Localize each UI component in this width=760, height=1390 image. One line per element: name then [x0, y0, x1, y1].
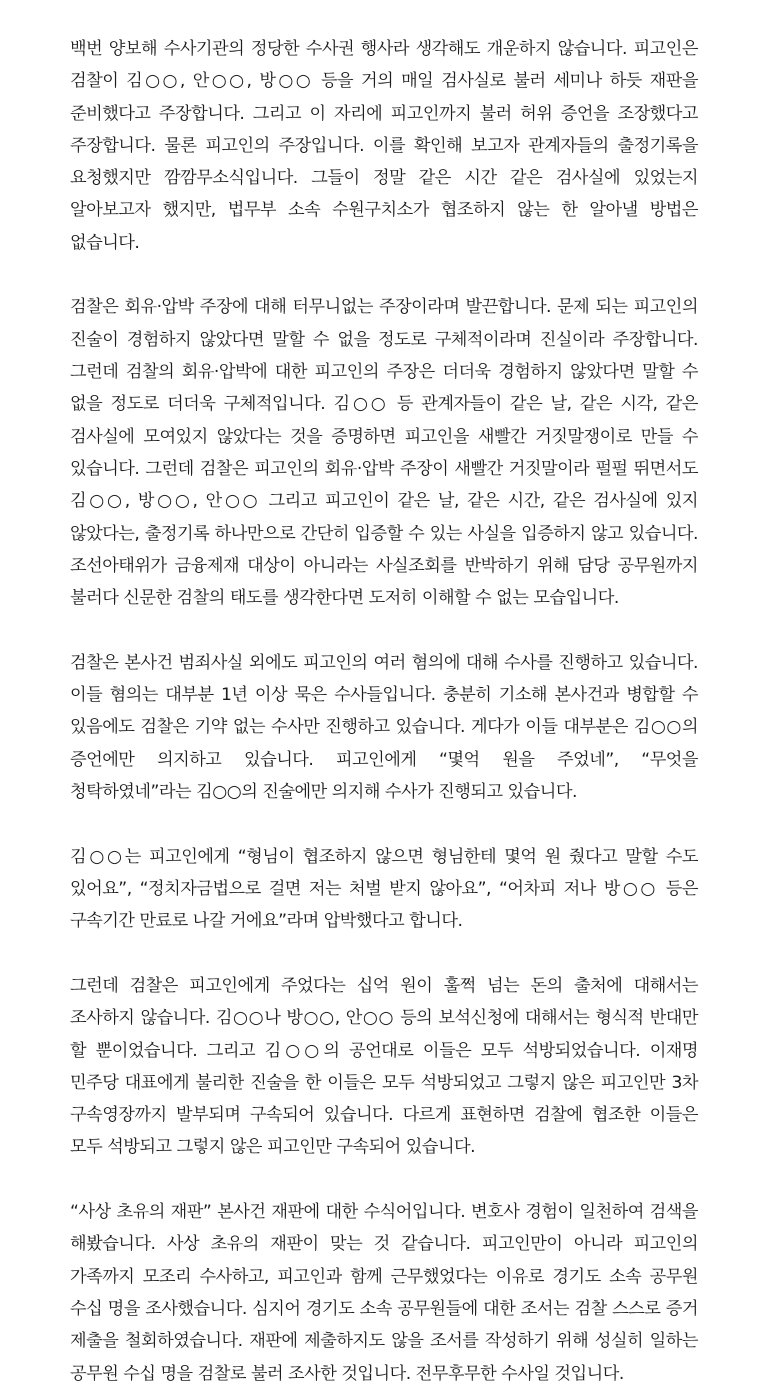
paragraph-3: 검찰은 본사건 범죄사실 외에도 피고인의 여러 혐의에 대해 수사를 진행하고 있습니다. 이들 혐의는 대부분 1년 이상 묵은 수사들입니다. 충분히 기소해 본사건과 병합할 수 있음에도 검찰은 기약 없는 수사만 진행하고 있습니다. 게다가 이들 대부분은 김○○의 증언에만 의지하고 있습니다. 피고인에게 “몇억 원을 주었네”, “무엇을 청탁하였네”라는 김○○의 진술에만 의지해 수사가 진행되고 있습니다.: [70, 652, 698, 803]
paragraph-1: 백번 양보해 수사기관의 정당한 수사권 행사라 생각해도 개운하지 않습니다. 피고인은 검찰이 김○○, 안○○, 방○○ 등을 거의 매일 검사실로 불러 세미나 하듯 재판을 준비했다고 주장합니다. 그리고 이 자리에 피고인까지 불러 허위 증언을 조장했다고 주장합니다. 물론 피고인의 주장입니다. 이를 확인해 보고자 관계자들의 출정기록을 요청했지만 깜깜무소식입니다. 그들이 정말 같은 시간 같은 검사실에 있었는지 알아보고자 했지만, 법무부 소속 수원구치소가 협조하지 않는 한 알아낼 방법은 없습니다.: [70, 39, 698, 253]
article-body: [70, 33, 698, 1390]
paragraph-5: 그런데 검찰은 피고인에게 주었다는 십억 원이 훌쩍 넘는 돈의 출처에 대해서는 조사하지 않습니다. 김○○나 방○○, 안○○ 등의 보석신청에 대해서는 형식적 반대만 할 뿐이었습니다. 그리고 김○○의 공언대로 이들은 모두 석방되었습니다. 이재명 민주당 대표에게 불리한 진술을 한 이들은 모두 석방되었고 그렇지 않은 피고인만 3차 구속영장까지 발부되며 구속되어 있습니다. 다르게 표현하면 검찰에 협조한 이들은 모두 석방되고 그렇지 않은 피고인만 구속되어 있습니다.: [70, 975, 698, 1158]
paragraph-6: “사상 초유의 재판” 본사건 재판에 대한 수식어입니다. 변호사 경험이 일천하여 검색을 해봤습니다. 사상 초유의 재판이 맞는 것 같습니다. 피고인만이 아니라 피고인의 가족까지 모조리 수사하고, 피고인과 함께 근무했었다는 이유로 경기도 소속 공무원 수십 명을 조사했습니다. 심지어 경기도 소속 공무원들에 대한 조서는 검찰 스스로 증거 제출을 철회하였습니다. 재판에 제출하지도 않을 조서를 작성하기 위해 성실히 일하는 공무원 수십 명을 검찰로 불러 조사한 것입니다. 전무후무한 수사일 것입니다.: [70, 1202, 698, 1384]
paragraph-4: 김○○는 피고인에게 “형님이 협조하지 않으면 형님한테 몇억 원 줬다고 말할 수도 있어요”, “정치자금법으로 걸면 저는 처벌 받지 않아요”, “어차피 저나 방○○ 등은 구속기간 만료로 나갈 거에요”라며 압박했다고 합니다.: [70, 846, 698, 932]
paragraph-2: 검찰은 회유·압박 주장에 대해 터무니없는 주장이라며 발끈합니다. 문제 되는 피고인의 진술이 경험하지 않았다면 말할 수 없을 정도로 구체적이라며 진실이라 주장합니다. 그런데 검찰의 회유·압박에 대한 피고인의 주장은 더더욱 경험하지 않았다면 말할 수 없을 정도로 더더욱 구체적입니다. 김○○ 등 관계자들이 같은 날, 같은 시각, 같은 검사실에 모여있지 않았다는 것을 증명하면 피고인을 새빨간 거짓말쟁이로 만들 수 있습니다. 그런데 검찰은 피고인의 회유·압박 주장이 새빨간 거짓말이라 펄펄 뛰면서도 김○○, 방○○, 안○○ 그리고 피고인이 같은 날, 같은 시간, 같은 검사실에 있지 않았다는, 출정기록 하나만으로 간단히 입증할 수 있는 사실을 입증하지 않고 있습니다. 조선아태위가 금융제재 대상이 아니라는 사실조회를 반박하기 위해 담당 공무원까지 불러다 신문한 검찰의 태도를 생각한다면 도저히 이해할 수 없는 모습입니다.: [70, 297, 698, 609]
